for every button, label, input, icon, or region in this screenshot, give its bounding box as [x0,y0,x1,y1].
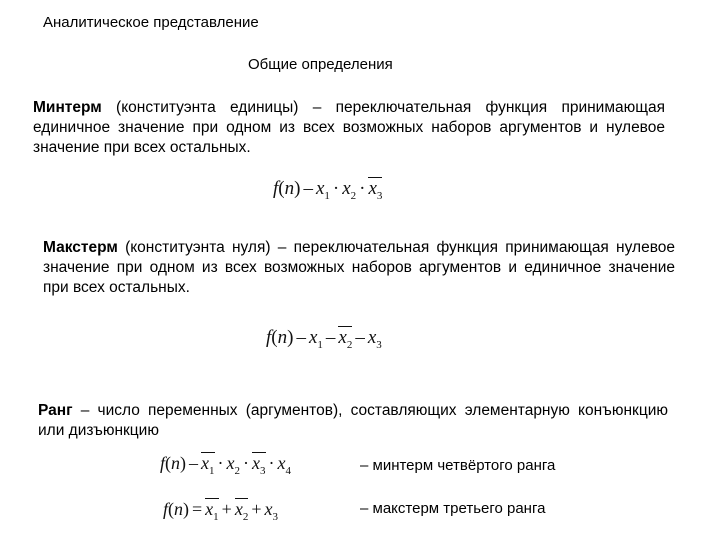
rank3-maxterm-formula: $f(n) = x_1 + x_2 + x_3$ [163,499,278,523]
maxterm-definition [43,238,675,298]
maxterm-term: Макстерм [43,239,118,256]
rank-text: – число переменных (аргументов), составляющих элементарную конъюнкцию или дизъюнкцию [38,402,668,439]
maxterm-formula: $f(n) - x_1 - x_2 - x_3$ [266,327,382,351]
minterm-formula: $f(n) - x_1 \cdot x_2 \cdot x_3$ [273,178,383,202]
rank4-minterm-formula: $f(n) - x_1 \cdot x_2 \cdot x_3 \cdot x_4$ [160,453,292,477]
minterm-term: Минтерм [33,99,102,116]
rank4-minterm-note: – минтерм четвёртого ранга [360,457,556,474]
rank-definition [38,401,668,441]
minterm-text: (конституэнта единицы) – переключательная функция принимающая единичное значение при одном из всех возможных наборов аргументов и нулевое значение при всех остальных. [33,99,665,156]
rank-term: Ранг [38,402,73,419]
section-subtitle: Общие определения [248,56,393,73]
rank3-maxterm-note: – макстерм третьего ранга [360,500,546,517]
minterm-definition [33,98,665,158]
maxterm-text: (конституэнта нуля) – переключательная функция принимающая нулевое значение при одном из всех возможных наборов аргументов и единичное значение при всех остальных. [43,239,675,296]
page-title: Аналитическое представление [43,14,259,31]
